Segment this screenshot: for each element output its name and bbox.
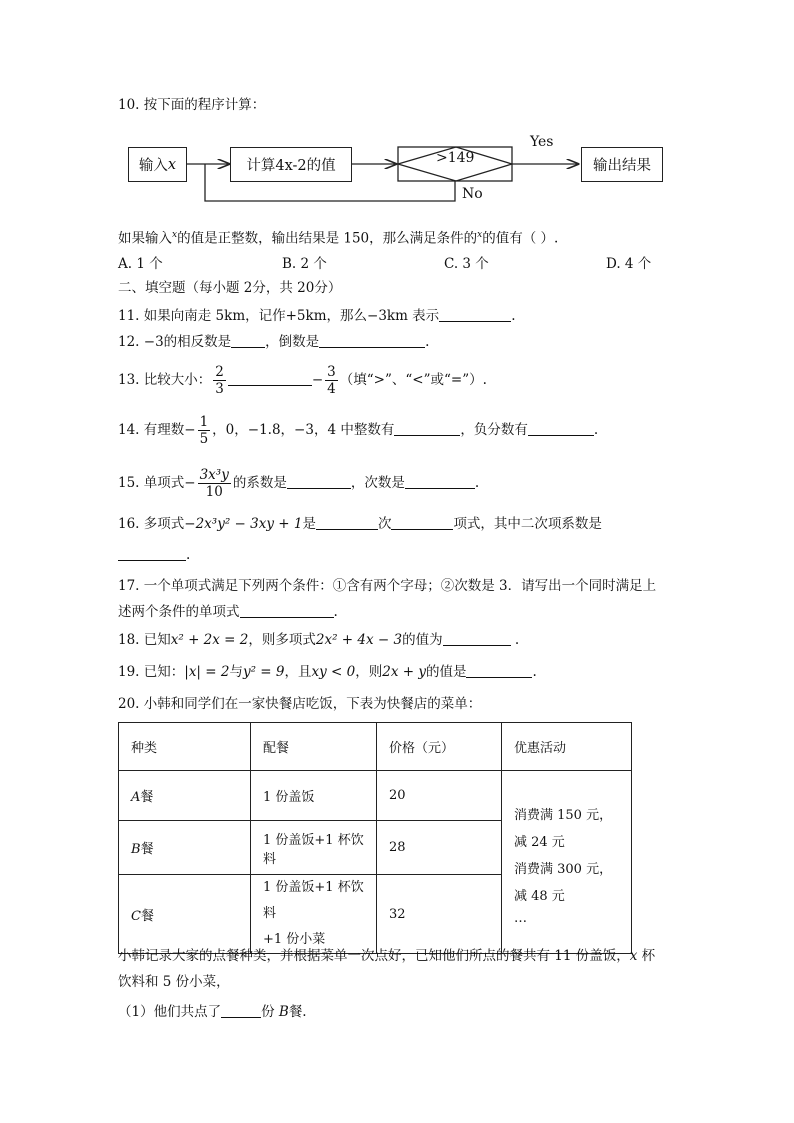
table-header-row <box>119 723 632 771</box>
q13-blank[interactable] <box>228 371 312 386</box>
q20-after-end: 杯 <box>637 948 656 964</box>
q10-stem-b: 的值是正整数，输出结果是 150，那么满足条件的 <box>177 230 478 247</box>
table-header-cell: 优惠活动 <box>502 723 632 771</box>
q16-text-a: 16. 多项式 <box>118 516 185 532</box>
q16-line-2 <box>118 545 190 565</box>
q14-fraction: $\frac{1}{5}$ <box>199 414 209 447</box>
q15 <box>118 464 479 502</box>
table-cell-meal: 1 份盖饭+1 杯饮料 <box>251 821 377 875</box>
q14-blank-1[interactable] <box>394 421 460 436</box>
q12-blank-1[interactable] <box>231 333 265 348</box>
q14-text-a: 14. 有理数− <box>118 422 196 438</box>
q10-option-b: B. 2 个 <box>282 256 327 272</box>
table-header-cell: 配餐 <box>251 723 377 771</box>
q19-text-c: ，且 <box>284 664 312 680</box>
q20-sub-1 <box>118 1002 307 1022</box>
q12-end: . <box>425 334 430 350</box>
table-cell-price: 28 <box>377 821 502 875</box>
q14-text-c: ，负分数有 <box>460 422 528 438</box>
q16-end: . <box>186 547 191 563</box>
q15-text-c: ，次数是 <box>350 475 405 491</box>
q15-end: . <box>474 475 480 491</box>
q11 <box>118 306 515 326</box>
q15-text-b: 的系数是 <box>232 475 287 491</box>
q12 <box>118 332 429 352</box>
q17-blank[interactable] <box>240 603 334 618</box>
q19-expr-4: 2x + y <box>382 664 426 680</box>
table-header-cell: 价格（元） <box>377 723 502 771</box>
q13-fraction-1: $\frac{2}{3}$ <box>215 364 224 397</box>
q16-blank-2[interactable] <box>391 515 453 530</box>
table-cell-meal: 1 份盖饭 <box>251 771 377 821</box>
table-cell-price: 20 <box>377 771 502 821</box>
q16-text-c: 次 <box>377 516 392 532</box>
table-row <box>119 771 632 821</box>
flow-yes-label: Yes <box>530 134 554 150</box>
q19-text-d: ，则 <box>355 664 383 680</box>
flow-compute-box: 计算4x-2的值 <box>230 147 352 182</box>
q20-after-var: x <box>629 948 638 964</box>
q10-var-2: x <box>477 230 483 240</box>
table-cell-kind: A餐 <box>119 771 251 821</box>
q13-minus: − <box>311 372 324 388</box>
q10-title: 10. 按下面的程序计算： <box>118 97 266 113</box>
q15-text-a: 15. 单项式− <box>118 475 196 491</box>
flow-output-box: 输出结果 <box>581 147 663 182</box>
q10-option-d: D. 4 个 <box>606 256 652 272</box>
q14-end: . <box>593 422 599 438</box>
q14 <box>118 412 598 448</box>
q19-expr-1: |x| = 2 <box>184 664 230 680</box>
q19-text-b: 与 <box>229 664 243 680</box>
promo-line: 减 24 元 <box>514 835 565 850</box>
table-cell-meal: 1 份盖饭+1 杯饮料 +1 份小菜 <box>251 875 377 954</box>
q20-after-line-1 <box>118 946 655 966</box>
q20-sub1-end: 餐. <box>288 1004 307 1020</box>
q15-blank-2[interactable] <box>405 474 475 489</box>
q17-line-2 <box>118 602 338 622</box>
q13-fraction-2: $\frac{3}{4}$ <box>327 364 336 397</box>
q20-after-line-2: 饮料和 5 份小菜， <box>118 974 230 990</box>
q18 <box>118 630 519 650</box>
q10-option-a: A. 1 个 <box>118 256 163 272</box>
promo-line: … <box>514 911 527 926</box>
q16-blank-3[interactable] <box>118 546 186 561</box>
promo-line: 消费满 300 元， <box>514 862 613 877</box>
q18-text-c: 的值为 <box>402 632 443 648</box>
flow-condition: >149 <box>436 150 475 166</box>
q17-text: 述两个条件的单项式 <box>118 604 240 620</box>
q18-expr-2: 2x² + 4x − 3 <box>315 632 403 648</box>
q16-text-b: 是 <box>302 516 316 532</box>
section-2-heading: 二、填空题（每小题 2分，共 20分） <box>118 280 342 296</box>
q13-text: 13. 比较大小： <box>118 372 212 388</box>
q20-after-text: 小韩记录大家的点餐种类，并根据菜单一次点好，已知他们所点的餐共有 11 份盖饭， <box>118 948 630 964</box>
q19-expr-2: y² = 9 <box>242 664 285 680</box>
q16-text-d: 项式，其中二次项系数是 <box>453 516 602 532</box>
q16-blank-1[interactable] <box>316 515 378 530</box>
q15-fraction: $\frac{\text{3x³y}}{10}$ <box>199 467 229 500</box>
table-cell-promo <box>502 771 632 954</box>
promo-line: 消费满 150 元， <box>514 808 613 823</box>
q16-expression: −2x³y² − 3xy + 1 <box>184 516 303 532</box>
table-cell-kind: C餐 <box>119 875 251 954</box>
q13 <box>118 362 487 398</box>
q10-stem-c: 的值有（ ）. <box>482 230 559 247</box>
q17-line-1: 17. 一个单项式满足下列两个条件：①含有两个字母；②次数是 3．请写出一个同时满足上 <box>118 578 657 594</box>
q13-hint: （填“>”、“<”或“=”）. <box>339 372 487 388</box>
q10-option-c: C. 3 个 <box>444 256 489 272</box>
q19-text-a: 19. 已知： <box>118 664 185 680</box>
q19-blank[interactable] <box>466 663 532 678</box>
menu-table <box>118 722 632 954</box>
q14-blank-2[interactable] <box>528 421 594 436</box>
q12-text-a: 12. −3的相反数是 <box>118 334 232 350</box>
q18-text-b: ，则多项式 <box>248 632 316 648</box>
q11-end: . <box>511 308 516 324</box>
flow-input-box <box>128 147 187 182</box>
q11-blank[interactable] <box>439 307 511 322</box>
q10-var-1: x <box>172 230 178 240</box>
q16 <box>118 514 602 534</box>
q14-text-b: ，0，−1.8，−3，4 中整数有 <box>212 422 395 438</box>
q18-end: . <box>514 632 520 648</box>
table-header-cell: 种类 <box>119 723 251 771</box>
q18-expr-1: x² + 2x = 2 <box>170 632 249 648</box>
q10-stem-a: 如果输入 <box>118 230 172 247</box>
table-cell-price: 32 <box>377 875 502 954</box>
q20-intro: 20. 小韩和同学们在一家快餐店吃饭，下表为快餐店的菜单： <box>118 696 482 712</box>
flow-input-label: 输入 <box>138 158 168 174</box>
q20-sub1-blank[interactable] <box>221 1003 261 1018</box>
table-cell-kind: B餐 <box>119 821 251 875</box>
q18-text-a: 18. 已知 <box>118 632 171 648</box>
q12-text-b: ，倒数是 <box>265 334 320 350</box>
promo-line: 减 48 元 <box>514 889 565 904</box>
q19-text-e: 的值是 <box>425 664 467 680</box>
q11-text: 11. 如果向南走 5km，记作+5km，那么−3km 表示 <box>118 308 440 324</box>
q20-sub1-text: （1）他们共点了 <box>118 1004 222 1020</box>
q17-end: . <box>333 604 338 620</box>
q18-blank[interactable] <box>443 631 511 646</box>
q12-blank-2[interactable] <box>319 333 425 348</box>
q20-sub1-var: B <box>278 1004 289 1020</box>
flow-input-var: x <box>167 156 177 173</box>
q10-stem <box>118 225 558 249</box>
q19 <box>118 662 537 682</box>
q15-blank-1[interactable] <box>287 474 351 489</box>
flowchart-arrows <box>0 0 794 230</box>
q19-expr-3: xy < 0 <box>311 664 356 680</box>
flow-no-label: No <box>462 186 483 202</box>
q19-end: . <box>532 664 537 680</box>
q20-sub1-unit: 份 <box>261 1004 275 1020</box>
